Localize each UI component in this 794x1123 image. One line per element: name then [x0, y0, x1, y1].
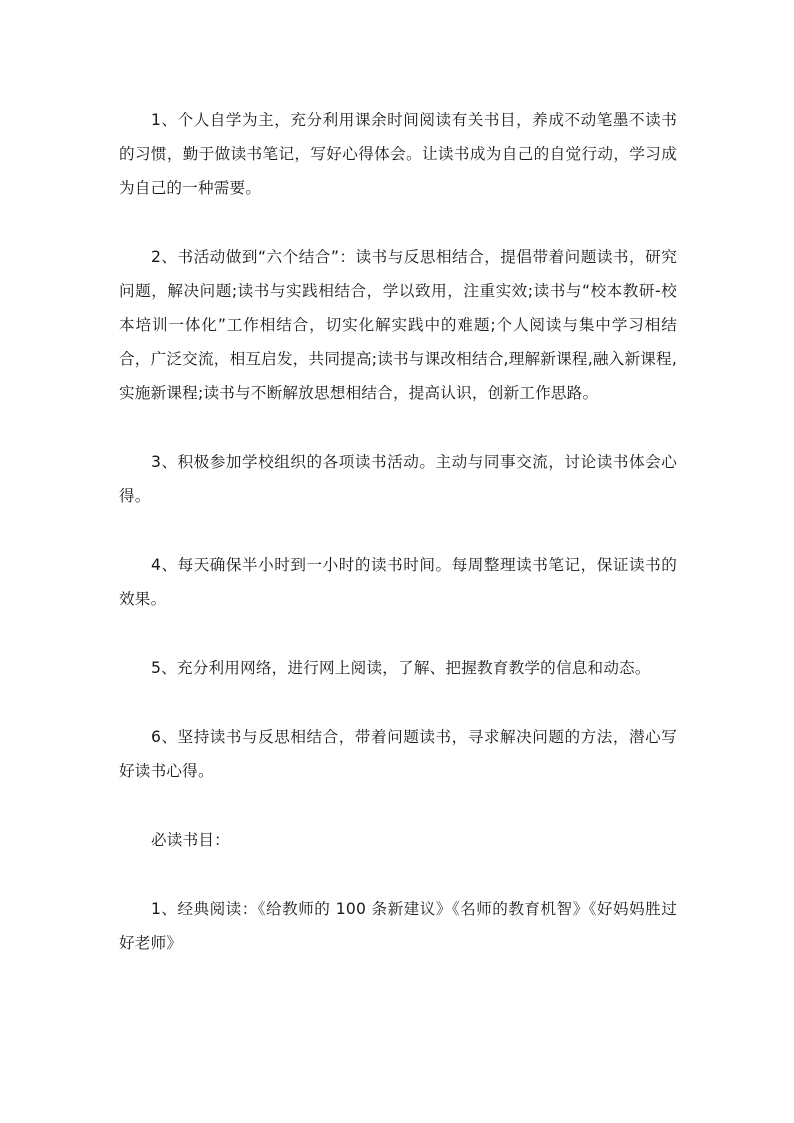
- paragraph-spacer: [119, 788, 677, 823]
- paragraph-spacer: [119, 513, 677, 548]
- paragraph-six-combinations: 2、书活动做到“六个结合”：读书与反思相结合，提倡带着问题读书，研究问题，解决问题;读书与实践相结合，学以致用，注重实效;读书与“校本教研-校本培训一体化”工作相结合，切实化解实践中的难题;个人阅读与集中学习相结合，广泛交流，相互启发，共同提高;读书与课改相结合,理解新课程,融入新课程,实施新课程;读书与不断解放思想相结合，提高认识，创新工作思路。: [119, 248, 677, 402]
- paragraph-self-study: 1、个人自学为主，充分利用课余时间阅读有关书目，养成不动笔墨不读书的习惯，勤于做读书笔记，写好心得体会。让读书成为自己的自觉行动，学习成为自己的一种需要。: [119, 111, 677, 197]
- paragraph-school-activities: 3、积极参加学校组织的各项读书活动。主动与同事交流，讨论读书体会心得。: [119, 453, 677, 505]
- paragraph-spacer: [119, 410, 677, 445]
- paragraph-reflection: 6、坚持读书与反思相结合，带着问题读书，寻求解决问题的方法，潜心写好读书心得。: [119, 728, 677, 780]
- document-body: [119, 103, 677, 960]
- paragraph-online-reading: 5、充分利用网络，进行网上阅读，了解、把握教育教学的信息和动态。: [151, 659, 651, 677]
- required-reading-heading: 必读书目：: [151, 831, 230, 849]
- paragraph-spacer: [119, 857, 677, 892]
- paragraph-spacer: [119, 205, 677, 240]
- paragraph-daily-reading: 4、每天确保半小时到一小时的读书时间。每周整理读书笔记，保证读书的效果。: [119, 556, 677, 608]
- paragraph-classic-reading: 1、经典阅读：《给教师的 100 条新建议》《名师的教育机智》《好妈妈胜过好老师》: [119, 900, 677, 952]
- paragraph-spacer: [119, 616, 677, 651]
- paragraph-spacer: [119, 685, 677, 720]
